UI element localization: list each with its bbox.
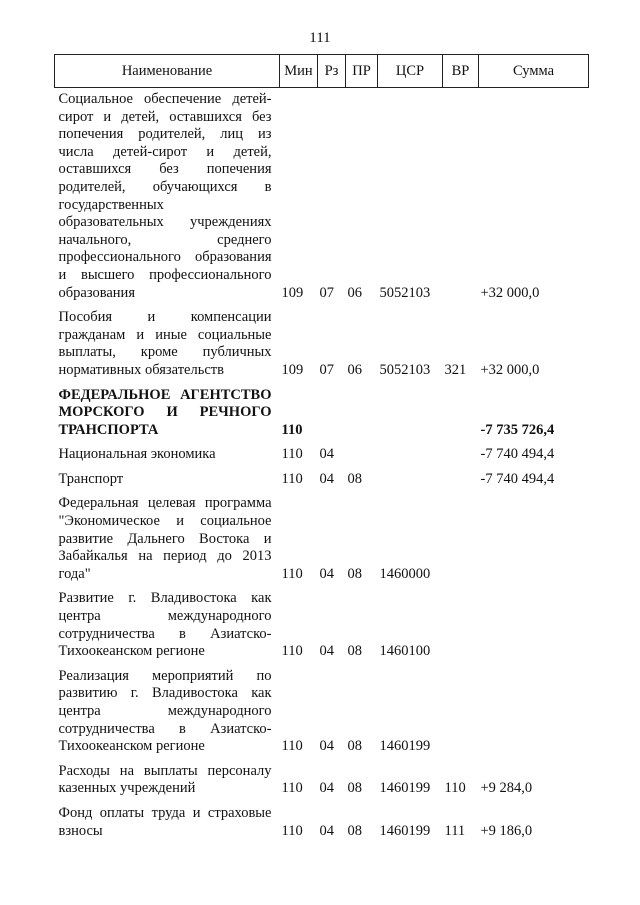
cell-sum: +9 186,0	[480, 822, 533, 839]
cell-vr	[443, 665, 479, 760]
cell-csr: 1460199	[379, 738, 431, 755]
cell-sum: +32 000,0	[480, 284, 540, 301]
cell-csr: 5052103	[379, 361, 431, 378]
cell-vr	[443, 88, 479, 307]
cell-min: 110	[281, 470, 303, 487]
table-row	[55, 306, 589, 383]
cell-name: Пособия и компенсации гражданам и иные социальные выплаты, кроме публичных нормативных обязательств	[58, 309, 272, 378]
cell-pr: 06	[347, 284, 362, 301]
cell-pr	[346, 384, 378, 444]
header-pr: ПР	[346, 55, 378, 88]
cell-sum: -7 735 726,4	[480, 421, 555, 438]
table-row	[55, 88, 589, 307]
cell-csr: 1460000	[379, 565, 431, 582]
cell-csr	[378, 443, 443, 468]
table-header	[55, 55, 589, 88]
cell-sum	[479, 665, 589, 760]
cell-pr: 08	[347, 565, 362, 582]
cell-rz: 04	[319, 446, 334, 463]
header-row	[55, 55, 589, 88]
cell-name: ФЕДЕРАЛЬНОЕ АГЕНТСТВО МОРСКОГО И РЕЧНОГО ТРАНСПОРТА	[58, 386, 272, 438]
table-row	[55, 443, 589, 468]
cell-rz: 07	[319, 361, 334, 378]
cell-csr: 1460199	[379, 780, 431, 797]
header-vr: ВР	[443, 55, 479, 88]
cell-name: Социальное обеспечение детей-сирот и детей, оставшихся без попечения родителей, лиц из числа детей-сирот и детей, оставшихся без попечения родителей, обучающихся в государственных образовательных учреждениях начального, среднего профессионального образования и высшего профессионального образования	[58, 91, 272, 301]
cell-rz	[318, 384, 346, 444]
cell-vr	[443, 468, 479, 493]
cell-min: 110	[281, 738, 303, 755]
cell-sum	[479, 492, 589, 587]
cell-sum: +9 284,0	[480, 780, 533, 797]
cell-csr	[378, 384, 443, 444]
cell-rz: 04	[319, 643, 334, 660]
cell-min: 110	[281, 565, 303, 582]
cell-min: 109	[281, 361, 304, 378]
cell-rz: 04	[319, 470, 334, 487]
cell-name: Фонд оплаты труда и страховые взносы	[58, 804, 272, 839]
cell-vr	[443, 384, 479, 444]
cell-sum: -7 740 494,4	[480, 446, 555, 463]
cell-csr: 1460199	[379, 822, 431, 839]
table-row	[55, 587, 589, 664]
table-row	[55, 384, 589, 444]
budget-table	[54, 54, 589, 844]
cell-min: 110	[281, 643, 303, 660]
cell-vr	[443, 443, 479, 468]
cell-min: 109	[281, 284, 304, 301]
cell-vr: 111	[444, 822, 466, 839]
table-row	[55, 760, 589, 802]
table-body	[55, 88, 589, 845]
header-csr: ЦСР	[378, 55, 443, 88]
table-row	[55, 492, 589, 587]
cell-csr: 5052103	[379, 284, 431, 301]
cell-rz: 04	[319, 822, 334, 839]
cell-sum: +32 000,0	[480, 361, 540, 378]
cell-pr: 08	[347, 822, 362, 839]
cell-min: 110	[281, 446, 303, 463]
cell-pr: 06	[347, 361, 362, 378]
cell-vr: 110	[444, 780, 466, 797]
cell-vr	[443, 492, 479, 587]
cell-sum: -7 740 494,4	[480, 470, 555, 487]
cell-pr: 08	[347, 643, 362, 660]
cell-pr: 08	[347, 780, 362, 797]
table-row	[55, 802, 589, 844]
cell-name: Развитие г. Владивостока как центра международного сотрудничества в Азиатско-Тихоокеанском регионе	[58, 590, 272, 660]
cell-pr: 08	[347, 738, 362, 755]
cell-sum	[479, 587, 589, 664]
page-number: 111	[309, 30, 331, 46]
cell-pr	[346, 443, 378, 468]
cell-csr: 1460100	[379, 643, 431, 660]
cell-name: Транспорт	[58, 470, 124, 487]
header-name: Наименование	[55, 55, 280, 88]
cell-name: Федеральная целевая программа "Экономическое и социальное развитие Дальнего Востока и Забайкалья на период до 2013 года"	[58, 495, 272, 582]
table-row	[55, 665, 589, 760]
cell-min: 110	[281, 421, 303, 438]
header-rz: Рз	[318, 55, 346, 88]
cell-name: Национальная экономика	[58, 446, 216, 463]
cell-pr: 08	[347, 470, 362, 487]
cell-min: 110	[281, 822, 303, 839]
cell-name: Расходы на выплаты персоналу казенных учреждений	[58, 762, 272, 797]
cell-name: Реализация мероприятий по развитию г. Владивостока как центра международного сотрудничества в Азиатско-Тихоокеанском регионе	[58, 667, 272, 755]
cell-min: 110	[281, 780, 303, 797]
header-min: Мин	[280, 55, 318, 88]
cell-rz: 07	[319, 284, 334, 301]
header-sum: Сумма	[479, 55, 589, 88]
cell-csr	[378, 468, 443, 493]
cell-rz: 04	[319, 565, 334, 582]
cell-rz: 04	[319, 780, 334, 797]
table-row	[55, 468, 589, 493]
cell-rz: 04	[319, 738, 334, 755]
cell-vr	[443, 587, 479, 664]
cell-vr: 321	[444, 361, 467, 378]
